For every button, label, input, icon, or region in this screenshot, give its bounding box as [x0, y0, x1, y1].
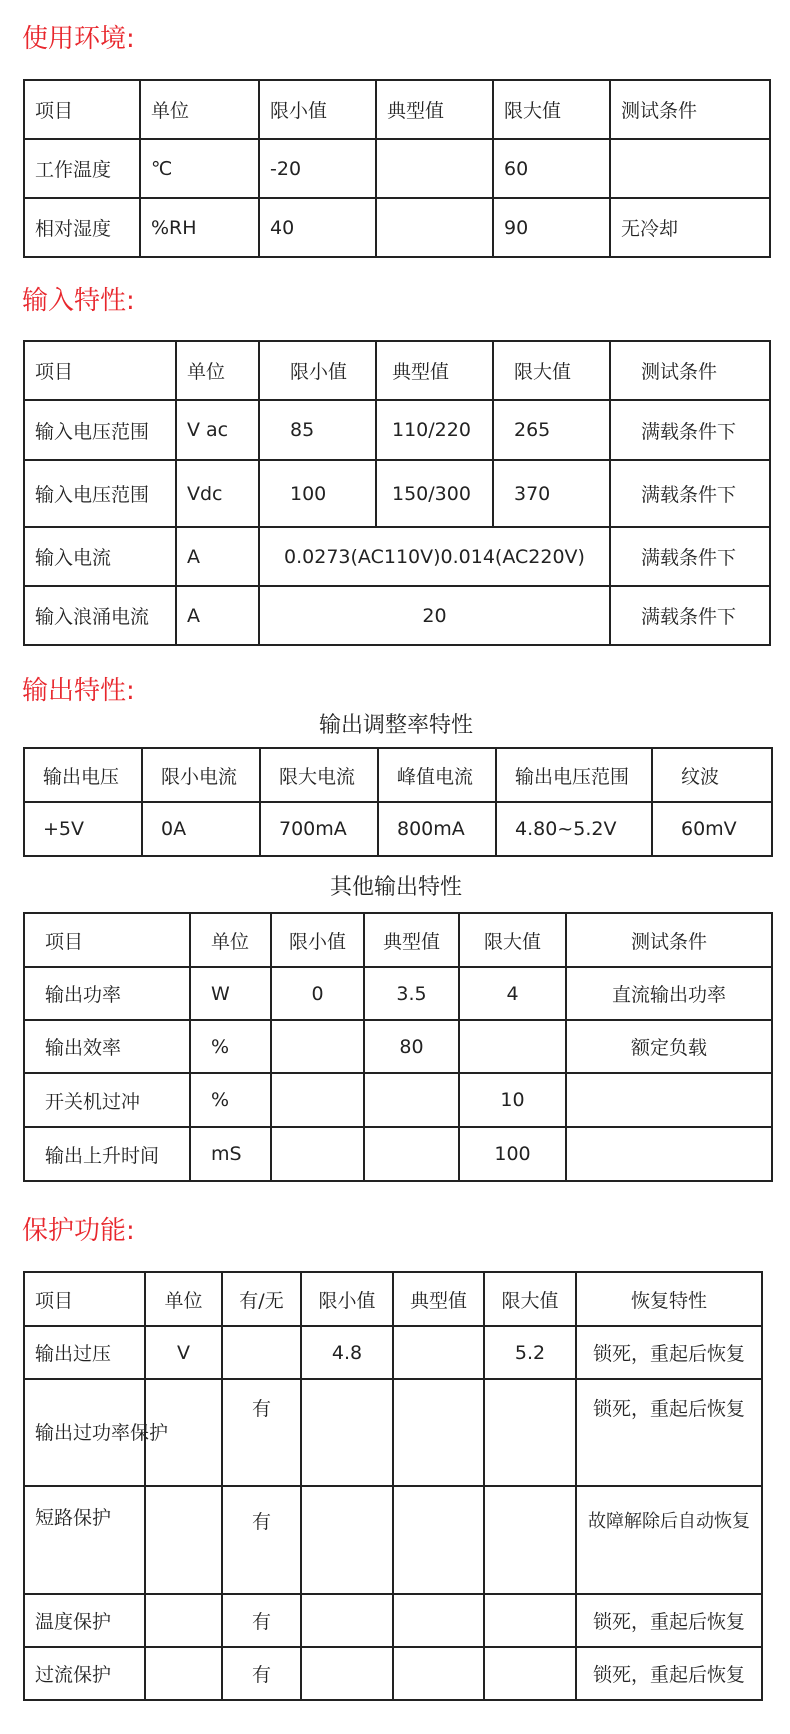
table-row	[24, 139, 770, 198]
table-cell: 锁死，重起后恢复	[576, 1647, 762, 1700]
table-cell	[364, 1073, 459, 1127]
header-cell: 项目	[24, 80, 140, 139]
table-cell	[145, 1594, 222, 1647]
header-cell: 限小电流	[142, 748, 260, 802]
table-row	[24, 527, 770, 586]
header-cell: 项目	[24, 913, 190, 967]
table-cell: 110/220	[376, 400, 493, 460]
environment-table	[23, 79, 771, 258]
table-cell	[301, 1379, 393, 1486]
header-cell: 典型值	[364, 913, 459, 967]
header-cell: 有/无	[222, 1272, 301, 1326]
header-cell: 输出电压	[24, 748, 142, 802]
table-cell	[566, 1073, 772, 1127]
header-cell: 单位	[140, 80, 259, 139]
header-cell: 测试条件	[566, 913, 772, 967]
table-cell: 85	[259, 400, 376, 460]
table-cell: 有	[222, 1486, 301, 1594]
header-cell: 限大值	[484, 1272, 576, 1326]
table-cell: %	[190, 1020, 271, 1073]
table-cell: 输出过压	[24, 1326, 145, 1379]
table-cell: +5V	[24, 802, 142, 856]
table-cell: 工作温度	[24, 139, 140, 198]
header-cell: 限大值	[493, 80, 610, 139]
table-cell-merged: 20	[259, 586, 610, 645]
table-cell: 直流输出功率	[566, 967, 772, 1020]
header-cell: 限大电流	[260, 748, 378, 802]
table-header-row	[24, 748, 772, 802]
table-cell: 满载条件下	[610, 460, 770, 527]
table-cell: 40	[259, 198, 376, 257]
table-cell: 0A	[142, 802, 260, 856]
table-cell	[271, 1073, 364, 1127]
table-cell	[301, 1594, 393, 1647]
table-cell: 输入电压范围	[24, 460, 176, 527]
table-cell	[301, 1486, 393, 1594]
table-row	[24, 1020, 772, 1073]
table-cell	[610, 139, 770, 198]
table-row	[24, 1594, 762, 1647]
table-cell	[376, 139, 493, 198]
table-cell	[484, 1594, 576, 1647]
table-cell: 满载条件下	[610, 400, 770, 460]
header-cell: 项目	[24, 1272, 145, 1326]
table-cell: 80	[364, 1020, 459, 1073]
table-cell	[393, 1379, 484, 1486]
header-cell: 单位	[190, 913, 271, 967]
table-cell: Vdc	[176, 460, 259, 527]
table-cell: 100	[459, 1127, 566, 1181]
section-title-output: 输出特性:	[22, 676, 135, 706]
table-cell	[271, 1127, 364, 1181]
table-row	[24, 1379, 762, 1486]
table-cell: 锁死，重起后恢复	[576, 1326, 762, 1379]
table-cell: 过流保护	[24, 1647, 145, 1700]
header-cell: 限小值	[259, 80, 376, 139]
table-cell: mS	[190, 1127, 271, 1181]
table-cell: 4	[459, 967, 566, 1020]
table-cell: 有	[222, 1379, 301, 1486]
table-cell: A	[176, 586, 259, 645]
table-cell: A	[176, 527, 259, 586]
table-cell	[393, 1594, 484, 1647]
table-header-row	[24, 80, 770, 139]
table-cell	[301, 1647, 393, 1700]
table-row	[24, 586, 770, 645]
table-cell: 370	[493, 460, 610, 527]
table-cell: 有	[222, 1594, 301, 1647]
header-cell: 测试条件	[610, 341, 770, 400]
table-cell: W	[190, 967, 271, 1020]
table-cell-merged: 0.0273(AC110V)0.014(AC220V)	[259, 527, 610, 586]
table-cell: 800mA	[378, 802, 496, 856]
table-row	[24, 198, 770, 257]
header-cell: 输出电压范围	[496, 748, 652, 802]
output-regulation-table	[23, 747, 773, 857]
table-cell: V ac	[176, 400, 259, 460]
table-cell: 3.5	[364, 967, 459, 1020]
header-cell: 项目	[24, 341, 176, 400]
table-cell	[145, 1647, 222, 1700]
table-cell: 700mA	[260, 802, 378, 856]
header-cell: 典型值	[393, 1272, 484, 1326]
output-other-title: 其他输出特性	[329, 875, 462, 900]
table-cell: 输入浪涌电流	[24, 586, 176, 645]
header-cell: 典型值	[376, 341, 493, 400]
table-cell: 60	[493, 139, 610, 198]
table-cell: 60mV	[652, 802, 772, 856]
table-cell	[364, 1127, 459, 1181]
table-cell	[393, 1486, 484, 1594]
output-other-table	[23, 912, 773, 1182]
header-cell: 限小值	[301, 1272, 393, 1326]
table-header-row	[24, 341, 770, 400]
table-header-row	[24, 1272, 762, 1326]
table-row	[24, 1127, 772, 1181]
table-cell: 相对湿度	[24, 198, 140, 257]
table-cell	[484, 1379, 576, 1486]
input-table	[23, 340, 771, 646]
table-cell: 满载条件下	[610, 586, 770, 645]
table-cell: 输入电压范围	[24, 400, 176, 460]
table-cell	[484, 1486, 576, 1594]
header-cell: 恢复特性	[576, 1272, 762, 1326]
table-cell: 4.80~5.2V	[496, 802, 652, 856]
table-cell	[393, 1326, 484, 1379]
header-cell: 峰值电流	[378, 748, 496, 802]
table-cell: 4.8	[301, 1326, 393, 1379]
header-cell: 限小值	[259, 341, 376, 400]
table-cell: 10	[459, 1073, 566, 1127]
header-cell: 限小值	[271, 913, 364, 967]
table-cell: 输出效率	[24, 1020, 190, 1073]
table-cell: 输出功率	[24, 967, 190, 1020]
table-cell: 输出过功率保护	[24, 1379, 145, 1486]
table-cell: 100	[259, 460, 376, 527]
header-cell: 单位	[176, 341, 259, 400]
header-cell: 测试条件	[610, 80, 770, 139]
table-cell: 开关机过冲	[24, 1073, 190, 1127]
table-cell: %RH	[140, 198, 259, 257]
section-title-input: 输入特性:	[22, 286, 135, 316]
header-cell: 限大值	[459, 913, 566, 967]
table-cell	[222, 1326, 301, 1379]
table-cell	[271, 1020, 364, 1073]
table-cell: 温度保护	[24, 1594, 145, 1647]
table-cell: -20	[259, 139, 376, 198]
table-cell	[376, 198, 493, 257]
table-cell: 5.2	[484, 1326, 576, 1379]
protection-table	[23, 1271, 763, 1701]
table-cell: 有	[222, 1647, 301, 1700]
table-cell: V	[145, 1326, 222, 1379]
output-regulation-title: 输出调整率特性	[318, 713, 473, 738]
table-cell: 故障解除后自动恢复	[576, 1486, 762, 1594]
section-title-protection: 保护功能:	[22, 1216, 135, 1246]
table-cell: 265	[493, 400, 610, 460]
table-cell: 无冷却	[610, 198, 770, 257]
table-cell	[393, 1647, 484, 1700]
table-cell: ℃	[140, 139, 259, 198]
section-title-environment: 使用环境:	[22, 24, 135, 54]
table-cell: 150/300	[376, 460, 493, 527]
table-cell: 额定负载	[566, 1020, 772, 1073]
table-row	[24, 1073, 772, 1127]
table-row	[24, 1486, 762, 1594]
table-cell	[566, 1127, 772, 1181]
table-cell: %	[190, 1073, 271, 1127]
table-cell: 锁死，重起后恢复	[576, 1594, 762, 1647]
table-cell: 锁死，重起后恢复	[576, 1379, 762, 1486]
table-cell	[484, 1647, 576, 1700]
table-cell: 0	[271, 967, 364, 1020]
table-cell	[145, 1486, 222, 1594]
table-cell: 满载条件下	[610, 527, 770, 586]
table-row	[24, 400, 770, 460]
header-cell: 限大值	[493, 341, 610, 400]
table-cell: 短路保护	[24, 1486, 145, 1594]
header-cell: 纹波	[652, 748, 772, 802]
table-cell: 90	[493, 198, 610, 257]
table-header-row	[24, 913, 772, 967]
table-row	[24, 967, 772, 1020]
table-row	[24, 460, 770, 527]
table-cell: 输入电流	[24, 527, 176, 586]
table-row	[24, 1326, 762, 1379]
header-cell: 单位	[145, 1272, 222, 1326]
header-cell: 典型值	[376, 80, 493, 139]
table-cell	[459, 1020, 566, 1073]
table-row	[24, 1647, 762, 1700]
table-cell: 输出上升时间	[24, 1127, 190, 1181]
table-row	[24, 802, 772, 856]
